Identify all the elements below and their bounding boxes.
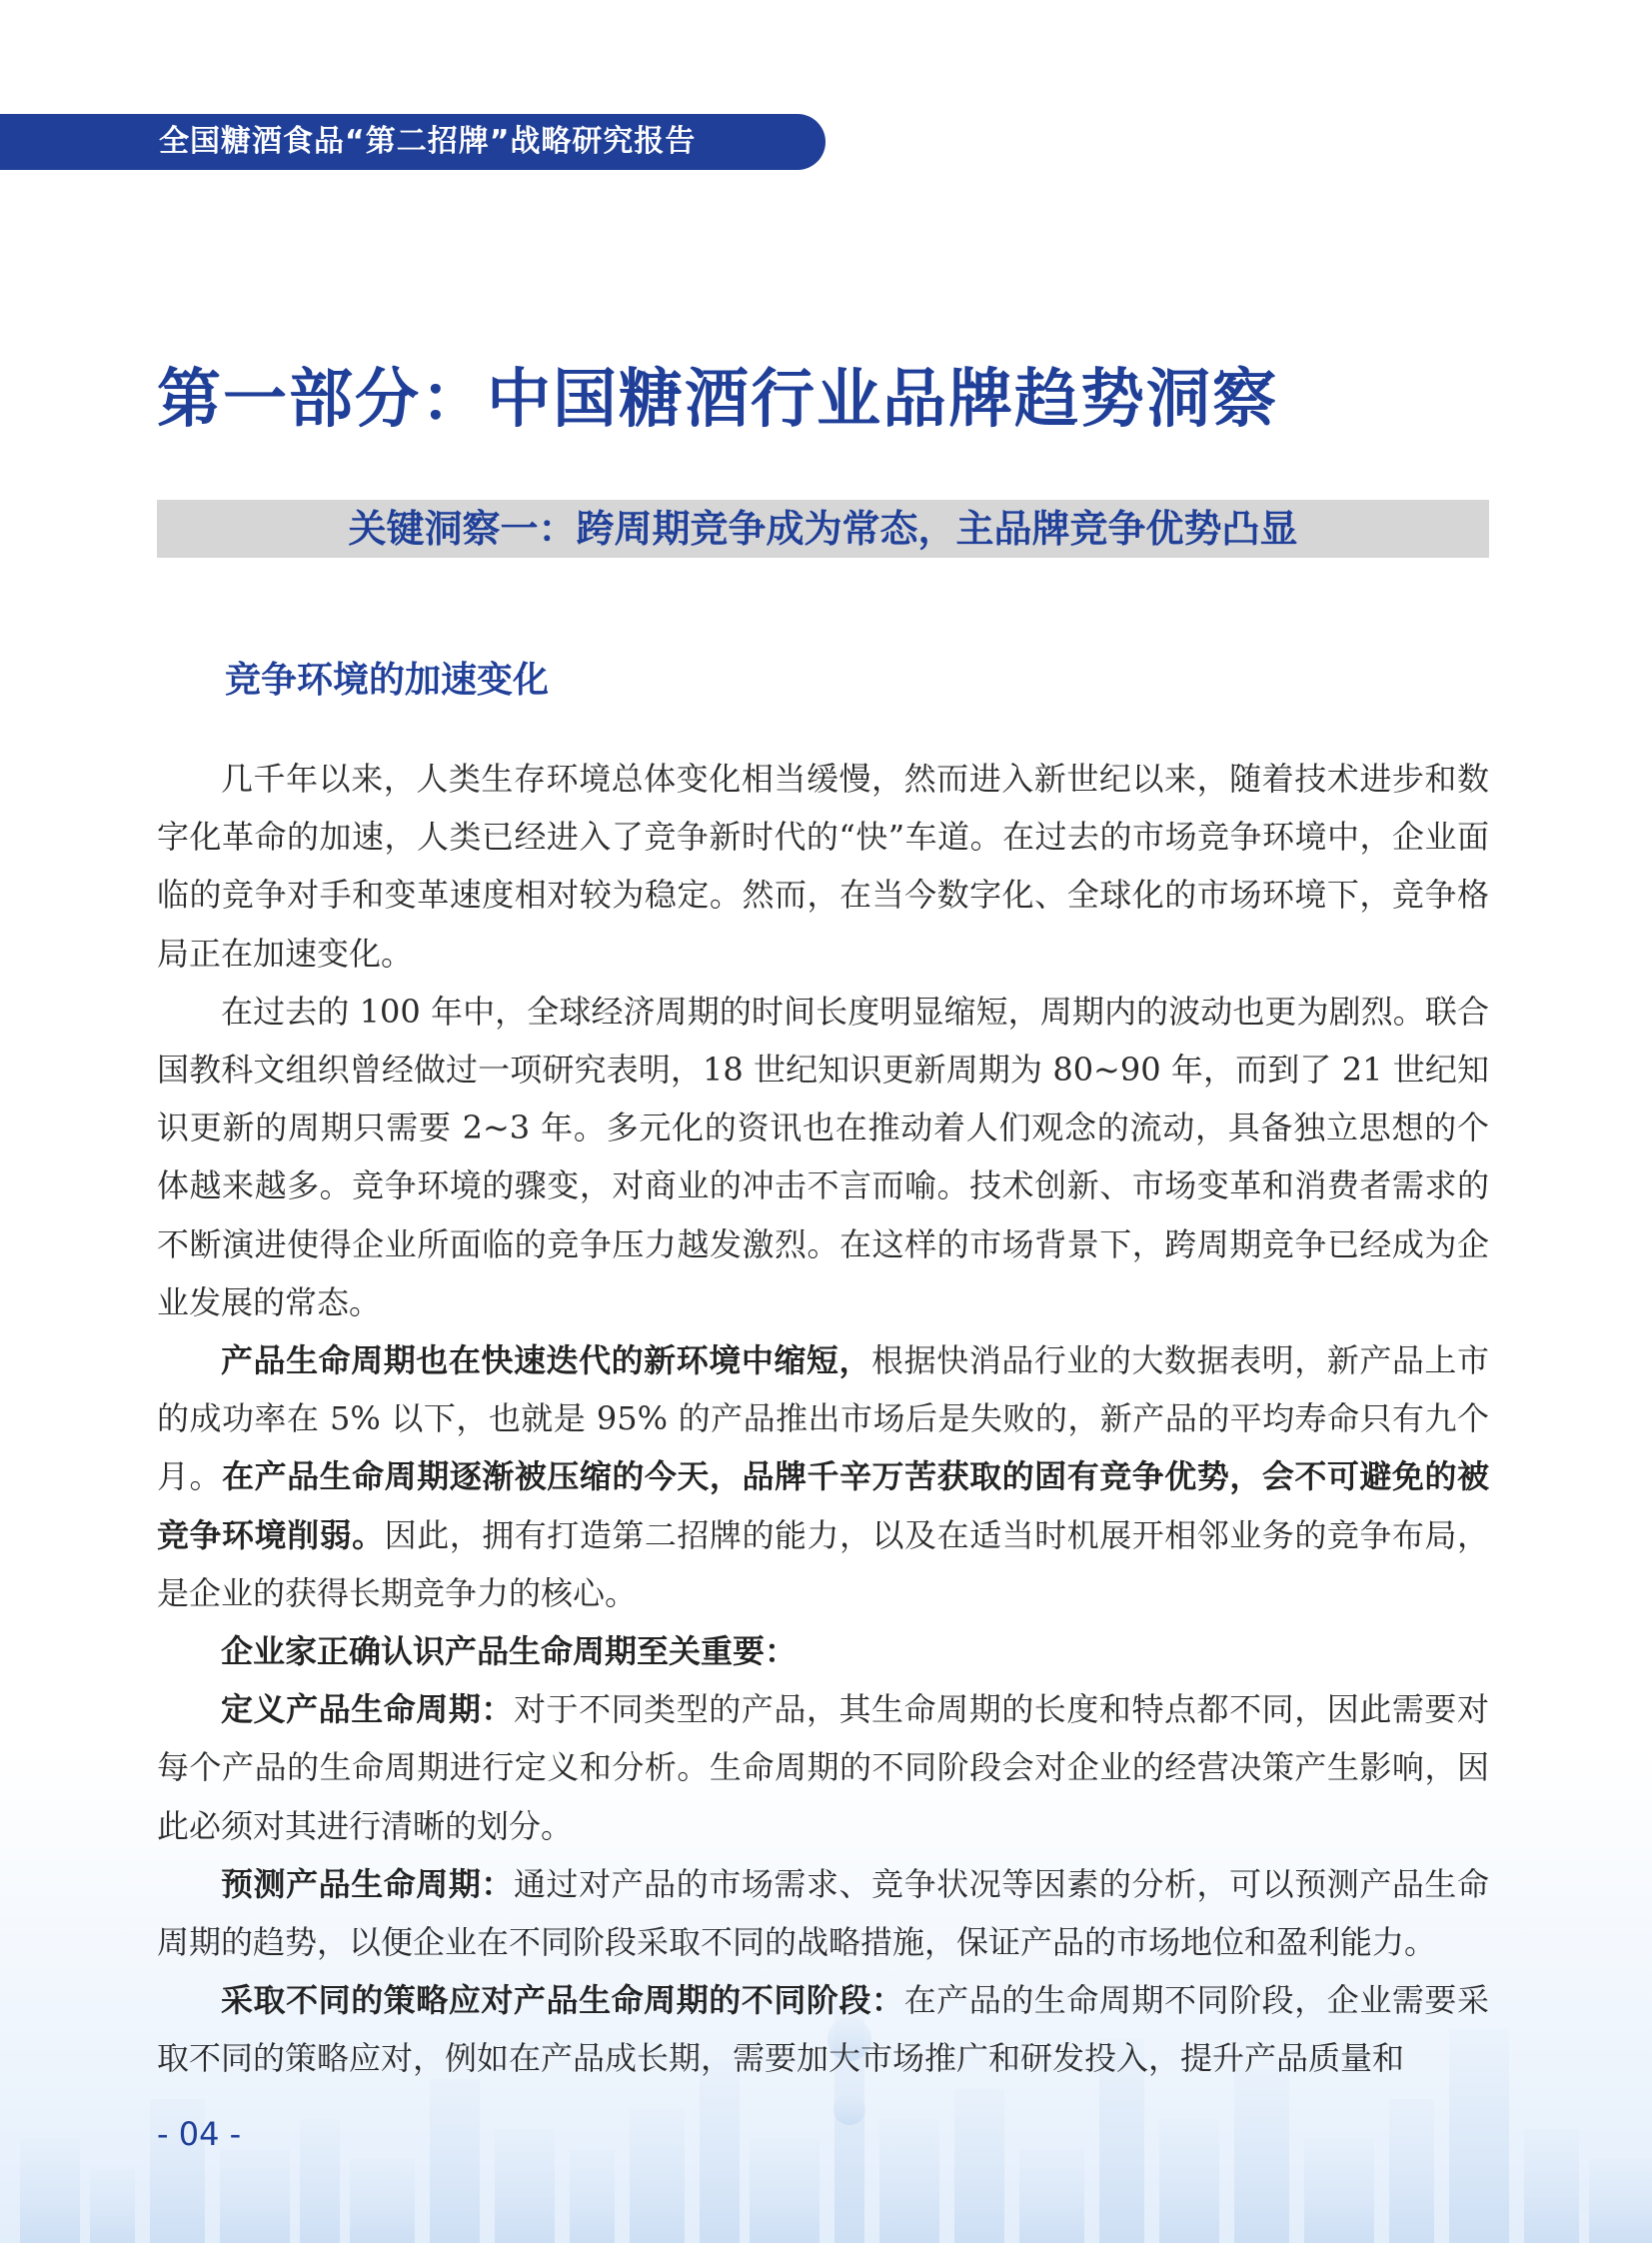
paragraph-emphasis: 采取不同的策略应对产品生命周期的不同阶段： xyxy=(221,1981,904,2020)
paragraph xyxy=(157,1622,1489,1680)
paragraph xyxy=(157,1971,1489,2087)
paragraph xyxy=(157,750,1489,983)
paragraph-text: 通过对产品的市场需求、竞争状况等因素的分析，可以预测产品生命周期的趋势，以便企业在不同阶段采取不同的战略措施，保证产品的市场地位和盈利能力。 xyxy=(157,1864,1489,1962)
paragraph xyxy=(157,1331,1489,1622)
body-text xyxy=(157,750,1489,2088)
paragraph-emphasis: 企业家正确认识产品生命周期至关重要： xyxy=(221,1632,798,1671)
paragraph xyxy=(157,1680,1489,1855)
paragraph xyxy=(157,983,1489,1331)
part-title: 第一部分：中国糖酒行业品牌趋势洞察 xyxy=(157,363,1278,437)
paragraph-emphasis: 在产品生命周期逐渐被压缩的今天，品牌千辛万苦获取的固有竞争优势，会不可避免的被竞争环境削弱。 xyxy=(157,1457,1489,1554)
paragraph-text: 因此，拥有打造第二招牌的能力，以及在适当时机展开相邻业务的竞争布局，是企业的获得长期竞争力的核心。 xyxy=(157,1515,1489,1612)
paragraph xyxy=(157,1855,1489,1971)
paragraph-text: 几千年以来，人类生存环境总体变化相当缓慢，然而进入新世纪以来，随着技术进步和数字化革命的加速，人类已经进入了竞争新时代的“快”车道。在过去的市场竞争环境中，企业面临的竞争对手和变革速度相对较为稳定。然而，在当今数字化、全球化的市场环境下，竞争格局正在加速变化。 xyxy=(157,760,1489,973)
insight-title: 关键洞察一：跨周期竞争成为常态，主品牌竞争优势凸显 xyxy=(348,507,1298,551)
paragraph-text: 根据快消品行业的大数据表明，新产品上市的成功率在 5% 以下，也就是 95% 的产品推出市场后是失败的，新产品的平均寿命只有九个月。 xyxy=(157,1341,1489,1496)
paragraph-emphasis: 预测产品生命周期： xyxy=(221,1864,514,1903)
paragraph-emphasis: 定义产品生命周期： xyxy=(221,1690,514,1729)
page-number: - 04 - xyxy=(157,2115,242,2153)
paragraph-text: 在产品的生命周期不同阶段，企业需要采取不同的策略应对，例如在产品成长期，需要加大市场推广和研发投入，提升产品质量和 xyxy=(157,1981,1489,2078)
paragraph-text: 在过去的 100 年中，全球经济周期的时间长度明显缩短，周期内的波动也更为剧烈。联合国教科文组织曾经做过一项研究表明，18 世纪知识更新周期为 80~90 年，而到了 21 世纪知识更新的周期只需要 2~3 年。多元化的资讯也在推动着人们观念的流动，具备独立思想的个体越来越多。竞争环境的骤变，对商业的冲击不言而喻。技术创新、市场变革和消费者需求的不断演进使得企业所面临的竞争压力越发激烈。在这样的市场背景下，跨周期竞争已经成为企业发展的常态。 xyxy=(157,992,1489,1321)
report-title: 全国糖酒食品“第二招牌”战略研究报告 xyxy=(159,124,697,159)
paragraph-emphasis: 产品生命周期也在快速迭代的新环境中缩短， xyxy=(221,1341,872,1380)
section-heading: 竞争环境的加速变化 xyxy=(225,660,550,701)
paragraph-text: 对于不同类型的产品，其生命周期的长度和特点都不同，因此需要对每个产品的生命周期进行定义和分析。生命周期的不同阶段会对企业的经营决策产生影响，因此必须对其进行清晰的划分。 xyxy=(157,1690,1489,1845)
